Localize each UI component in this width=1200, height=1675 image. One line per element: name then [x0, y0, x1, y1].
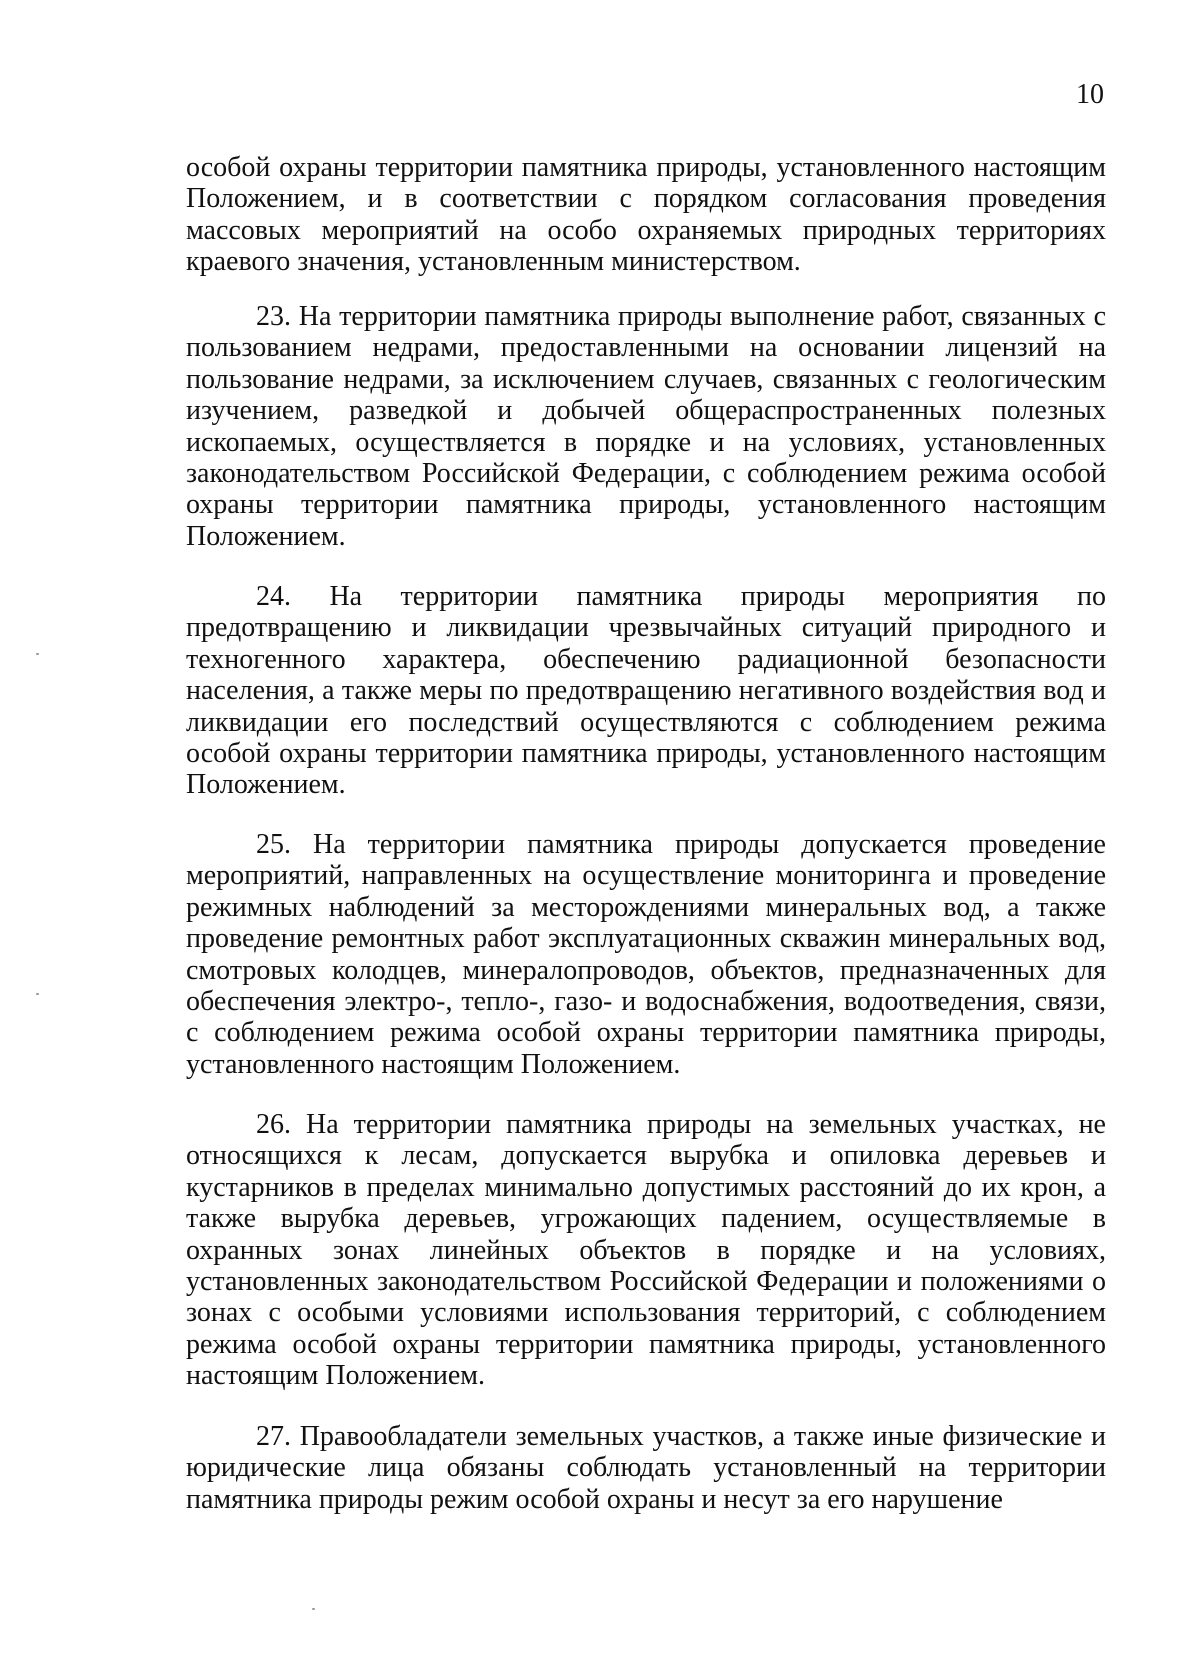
paragraph-23: 23. На территории памятника природы выполнение работ, связанных с пользованием недрами, предоставленными на основании лицензий на пользование недрами, за исключением случаев, связанных с геологическим изучением, разведкой и добычей общераспространенных полезных ископаемых, осуществляется в порядке и на условиях, установленных законодательством Российской Федерации, с соблюдением режима особой охраны территории памятника природы, установленного настоящим Положением.	[186, 301, 1106, 552]
paragraph-24: 24. На территории памятника природы мероприятия по предотвращению и ликвидации чрезвычайных ситуаций природного и техногенного характера, обеспечению радиационной безопасности населения, а также меры по предотвращению негативного воздействия вод и ликвидации его последствий осуществляются с соблюдением режима особой охраны территории памятника природы, установленного настоящим Положением.	[186, 581, 1106, 801]
scan-speck	[312, 1608, 315, 1610]
paragraph-27: 27. Правообладатели земельных участков, а также иные физические и юридические лица обязаны соблюдать установленный на территории памятника природы режим особой охраны и несут за его нарушение	[186, 1421, 1106, 1515]
page-number: 10	[1076, 79, 1104, 110]
scan-speck	[36, 653, 39, 655]
paragraph-26: 26. На территории памятника природы на земельных участках, не относящихся к лесам, допускается вырубка и опиловка деревьев и кустарников в пределах минимально допустимых расстояний до их крон, а также вырубка деревьев, угрожающих падением, осуществляемые в охранных зонах линейных объектов в порядке и на условиях, установленных законодательством Российской Федерации и положениями о зонах с особыми условиями использования территорий, с соблюдением режима особой охраны территории памятника природы, установленного настоящим Положением.	[186, 1109, 1106, 1392]
paragraph-continuation: особой охраны территории памятника природы, установленного настоящим Положением, и в соответствии с порядком согласования проведения массовых мероприятий на особо охраняемых природных территориях краевого значения, установленным министерством.	[186, 152, 1106, 278]
scan-speck	[36, 993, 39, 995]
paragraph-25: 25. На территории памятника природы допускается проведение мероприятий, направленных на осуществление мониторинга и проведение режимных наблюдений за месторождениями минеральных вод, а также проведение ремонтных работ эксплуатационных скважин минеральных вод, смотровых колодцев, минералопроводов, объектов, предназначенных для обеспечения электро-, тепло-, газо- и водоснабжения, водоотведения, связи, с соблюдением режима особой охраны территории памятника природы, установленного настоящим Положением.	[186, 829, 1106, 1080]
